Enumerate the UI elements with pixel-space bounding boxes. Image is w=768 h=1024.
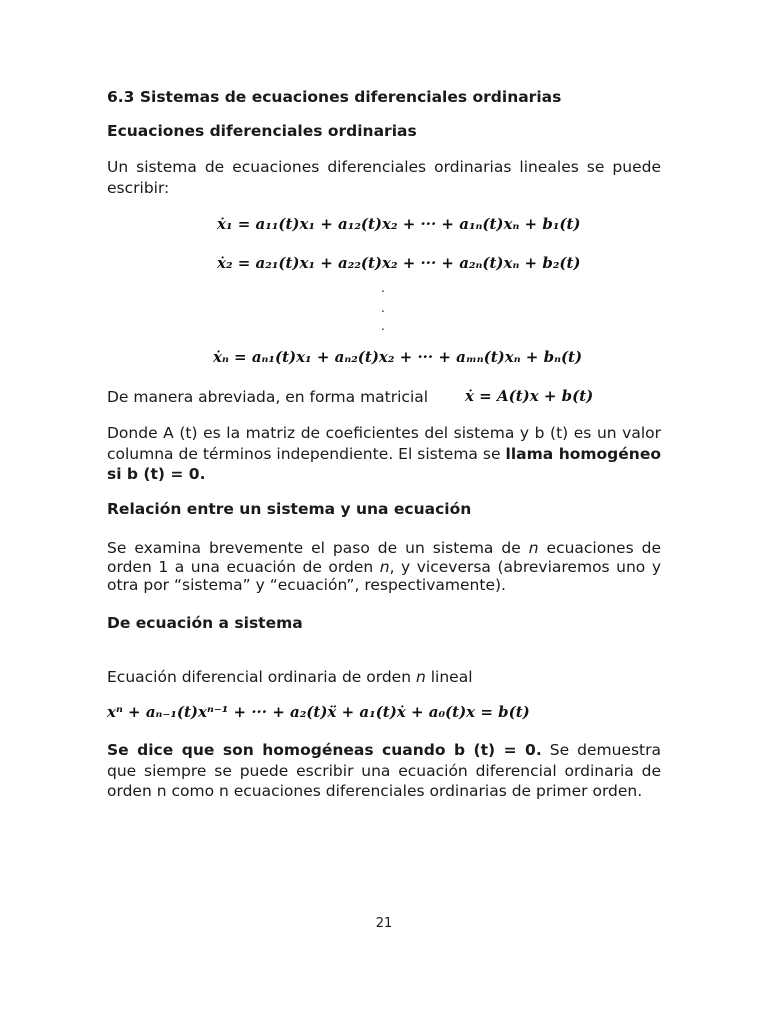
donde-text: Donde A (t) es la matriz de coeficientes del sistema y b (t) es un valor columna de términos independiente. El sistema se	[107, 424, 661, 463]
ecuacion-text-a: Ecuación diferencial ordinaria de orden	[107, 668, 416, 686]
final-bold: Se dice que son homogéneas cuando b (t) = 0.	[107, 741, 542, 759]
order-n-equation: xⁿ + aₙ₋₁(t)xⁿ⁻¹ + ··· + a₂(t)ẍ + a₁(t)ẋ + a₀(t)x = b(t)	[107, 703, 530, 721]
relacion-n-1: n	[528, 539, 539, 557]
page-number: 21	[375, 916, 393, 931]
ellipsis-dot-3: .	[381, 319, 385, 333]
ecuacion-text-b: lineal	[425, 668, 473, 686]
equation-2: ẋ₂ = a₂₁(t)x₁ + a₂₂(t)x₂ + ··· + a₂ₙ(t)xₙ + b₂(t)	[217, 254, 581, 272]
final-paragraph	[107, 740, 661, 802]
relacion-paragraph	[107, 539, 661, 595]
section-title: 6.3 Sistemas de ecuaciones diferenciales ordinarias	[107, 88, 562, 106]
matrix-equation: ẋ = A(t)x + b(t)	[465, 387, 594, 405]
donde-paragraph	[107, 423, 661, 485]
relacion-text-a: Se examina brevemente el paso de un sistema de	[107, 539, 529, 557]
relacion-text-c: , y viceversa (abreviaremos uno y otra por “sistema” y “ecuación”, respectivamente).	[107, 557, 662, 594]
donde-bold: llama homogéneo si b (t) = 0.	[107, 444, 661, 483]
subtitle-relacion: Relación entre un sistema y una ecuación	[107, 500, 472, 518]
subtitle-de-ecuacion: De ecuación a sistema	[107, 614, 303, 632]
final-text: Se demuestra que siempre se puede escribir una ecuación diferencial ordinaria de orden n como n ecuaciones diferenciales ordinarias de primer orden.	[107, 741, 661, 800]
intro-paragraph: Un sistema de ecuaciones diferenciales ordinarias lineales se puede escribir:	[107, 158, 661, 197]
equation-n: ẋₙ = aₙ₁(t)x₁ + aₙ₂(t)x₂ + ··· + aₘₙ(t)xₙ + bₙ(t)	[213, 348, 583, 366]
equation-1: ẋ₁ = a₁₁(t)x₁ + a₁₂(t)x₂ + ··· + a₁ₙ(t)xₙ + b₁(t)	[217, 215, 581, 233]
abbrev-text: De manera abreviada, en forma matricial	[107, 388, 429, 406]
ellipsis-dot-1: .	[381, 281, 385, 295]
relacion-text-b: ecuaciones de orden 1 a una ecuación de orden	[107, 539, 661, 576]
subtitle-ecuaciones: Ecuaciones diferenciales ordinarias	[107, 122, 417, 140]
ecuacion-paragraph	[107, 667, 661, 688]
relacion-n-2: n	[379, 557, 390, 576]
ellipsis-dot-2: .	[381, 301, 385, 315]
ecuacion-n: n	[415, 668, 426, 686]
